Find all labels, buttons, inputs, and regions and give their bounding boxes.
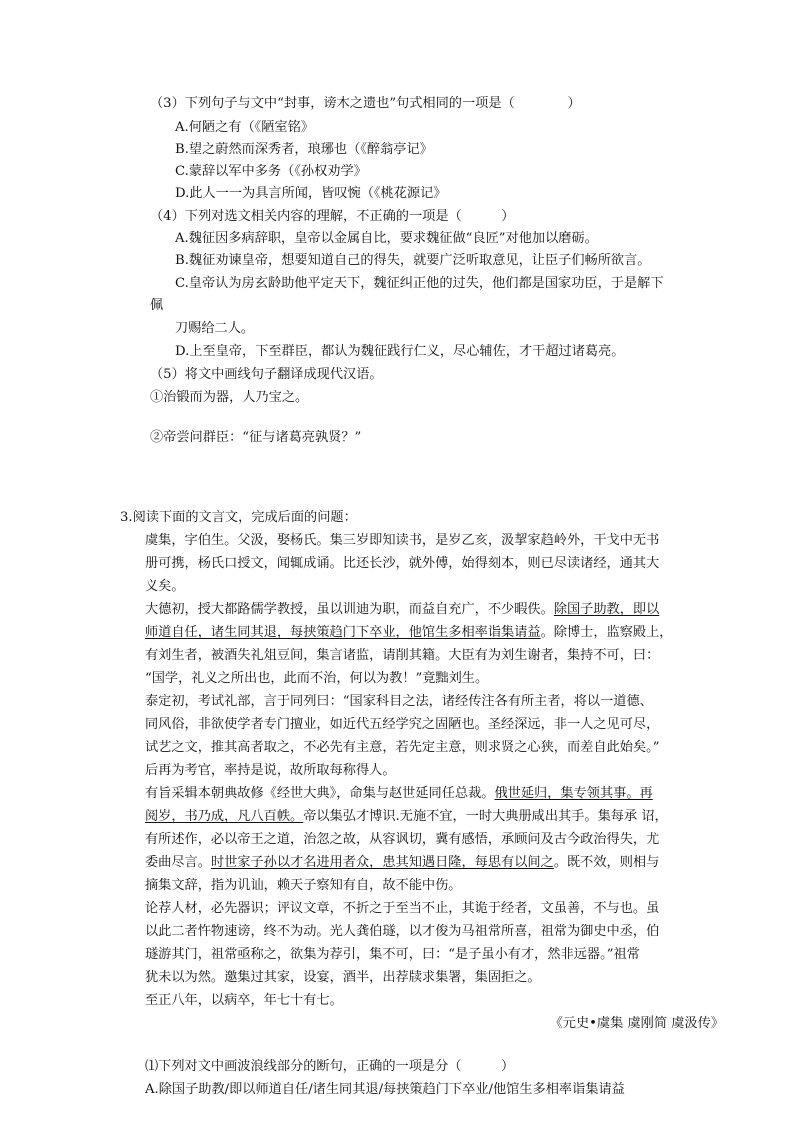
q3-option-c: C.蒙辞以军中多务（《孙权劝学》	[175, 164, 367, 179]
q3-option-a: A.何陋之有（《陋室铭》	[175, 120, 314, 135]
passage-line: 虞集，字伯生。父汲，娶杨氏。集三岁即知读书，是岁乙亥，汲挈家趋岭外，干戈中无书	[145, 533, 660, 548]
q3-1-option-a: A.除国子助教/即以师道自任/诸生同其退/每挟策趋门下卒业/他馆生多相率诣集请益	[145, 1082, 625, 1097]
q5-stem: （5）将文中画线句子翻译成现代汉语。	[150, 367, 383, 382]
q3-1-stem: ⑴下列对文中画波浪线部分的断句，正确的一项是分（ ）	[145, 1059, 515, 1074]
wavy-underlined-text: 师道自任，诸生同其退，每挟策趋门下卒业，他馆生多相率诣集请益	[145, 625, 541, 640]
passage-line: 论荐人材，必先器识；评议文章，不折之于至当不止，其诡于经者，文虽善，不与也。虽	[145, 901, 660, 916]
passage-line: 璲游其门，祖常亟称之，欲集为荐引，集不可，曰：“是子虽小有才，然非远器。”祖常	[145, 947, 640, 962]
q4-option-a: A.魏征因多病辞职，皇帝以金属自比，要求魏征做“良匠”对他加以磨砺。	[175, 231, 598, 246]
q4-option-c-line2: 佩	[150, 298, 164, 313]
q4-option-c-line3: 刀赐给二人。	[175, 321, 255, 336]
passage-line: 泰定初，考试礼部，言于同列曰：“国家科目之法，诸经传注各有所主者，将以一道德、	[145, 694, 653, 709]
passage-line: 义矣。	[145, 579, 185, 594]
passage-line	[145, 784, 653, 804]
passage-line: 以此二者忤物速谤，终不为动。光人龚伯璲，以才俊为马祖常所喜，祖常为御史中丞，伯	[145, 924, 660, 939]
q5-sentence-2: ②帝尝问群臣：“征与诸葛亮孰贤？”	[150, 430, 362, 445]
passage-line	[145, 600, 659, 620]
passage-line: 后再为考官，率持是说，故所取每称得人。	[145, 763, 396, 778]
passage-3-heading: 3.阅读下面的文言文，完成后面的问题：	[120, 510, 357, 525]
passage-line: 摘集文辞，指为讥讪，赖天子察知有自，故不能中伤。	[145, 878, 462, 893]
passage-line: 有刘生者，被酒失礼俎豆间，集言诸监，请削其籍。大臣有为刘生谢者，集持不可，曰：	[145, 648, 660, 663]
passage-line	[145, 623, 673, 643]
passage-line: 同风俗，非欲使学者专门擅业，如近代五经学究之固陋也。圣经深远，非一人之见可尽，	[145, 717, 660, 732]
underlined-text: 俄世延归，集专领其事。再	[494, 786, 653, 801]
q4-option-d: D.上至皇帝，下至群臣，都认为魏征践行仁义，尽心辅佐，才干超过诸葛亮。	[175, 344, 625, 359]
q4-option-b: B.魏征劝谏皇帝，想要知道自己的得失，就要广泛听取意见，让臣子们畅所欲言。	[175, 253, 651, 268]
passage-text: 大德初，授大都路儒学教授，虽以训迪为职，而益自充广，不少暇佚。	[145, 602, 554, 617]
passage-line: “国学，礼义之所出也，此而不治，何以为教！”竟黜刘生。	[145, 671, 489, 686]
underlined-text: 阅岁，书乃成，凡八百帙。	[145, 809, 304, 824]
passage-text: 。除博士，监察殿上，	[540, 625, 673, 640]
q3-option-d: D.此人一一为具言所闻，皆叹惋（《桃花源记》	[175, 186, 447, 201]
passage-text: 有旨采辑本朝典故修《经世大典》，命集与赵世延同任总裁。	[145, 786, 495, 801]
passage-text: 帝以集弘才博识.无施不宜，一时大典册咸出其手。集每承 诏，	[303, 809, 668, 824]
wavy-underlined-text: 除国子助教，即以	[553, 602, 660, 617]
passage-line	[145, 853, 659, 873]
passage-line: 有所述作，必以帝王之道，治忽之故，从容讽切，冀有感悟，承顾问及古今政治得失，尤	[145, 832, 660, 847]
passage-text: 。既不效，则相与	[553, 855, 660, 870]
q5-sentence-1: ①治锻而为器，人乃宝之。	[150, 390, 309, 405]
underlined-text: 时世家子孙以才名进用者众，患其知遇日隆，每思有以间之	[210, 855, 554, 870]
q3-stem: （3）下列句子与文中“封事，谤木之遗也”句式相同的一项是（ ）	[150, 96, 581, 111]
q4-option-c-line1: C.皇帝认为房玄龄助他平定天下，魏征纠正他的过失，他们都是国家功臣，于是解下	[175, 276, 664, 291]
passage-line: 犹未以为然。邀集过其家，设宴，酒半，出荐牍求集署，集固拒之。	[145, 970, 541, 985]
passage-source: 《元史•虞集 虞刚简 虞汲传》	[549, 1016, 724, 1031]
passage-line: 至正八年，以病卒，年七十有七。	[145, 993, 343, 1008]
passage-line: 册可携，杨氏口授文，闻辄成诵。比还长沙，就外傅，始得刻本，则已尽读诸经，通其大	[145, 556, 660, 571]
passage-line: 试艺之文，推其高者取之，不必先有主意，若先定主意，则求贤之心狭，而差自此始矣。”	[145, 740, 660, 755]
q4-stem: （4）下列对选文相关内容的理解，不正确的一项是（ ）	[150, 209, 515, 224]
q3-option-b: B.望之蔚然而深秀者，琅琊也（《醉翁亭记》	[175, 142, 433, 157]
passage-text: 委曲尽言。	[145, 855, 211, 870]
passage-line	[145, 807, 668, 827]
